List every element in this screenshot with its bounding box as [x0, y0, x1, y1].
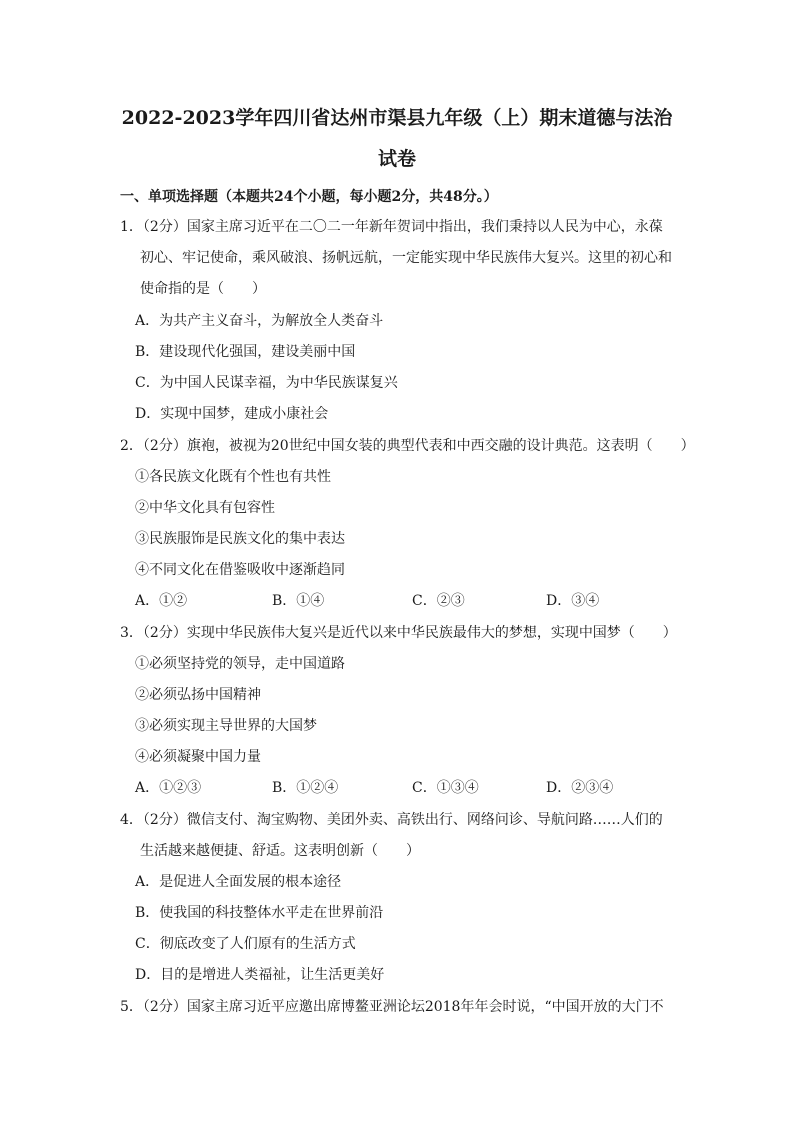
question-1-line-2: 初心、牢记使命，乘风破浪、扬帆远航，一定能实现中华民族伟大复兴。这里的初心和	[140, 250, 672, 266]
question-3-option-a: A．①②③	[135, 780, 202, 796]
question-4-option-c: C．彻底改变了人们原有的生活方式	[135, 936, 356, 952]
question-2-statement-3: ③民族服饰是民族文化的集中表达	[135, 531, 345, 547]
exam-title-line-1: 2022-2023学年四川省达州市渠县九年级（上）期末道德与法治	[121, 107, 673, 129]
question-2-line-1: 2．（2分）旗袍，被视为20世纪中国女装的典型代表和中西交融的设计典范。这表明（ ）	[120, 438, 695, 454]
question-1-option-d: D．实现中国梦，建成小康社会	[135, 406, 329, 422]
question-3-option-c: C．①③④	[412, 780, 479, 796]
question-3-statement-3: ③必须实现主导世界的大国梦	[135, 718, 317, 734]
question-3-statement-1: ①必须坚持党的领导，走中国道路	[135, 656, 345, 672]
question-3-option-d: D．②③④	[546, 780, 614, 796]
question-4-line-2: 生活越来越便捷、舒适。这表明创新（ ）	[140, 843, 420, 859]
question-1-option-a: A．为共产主义奋斗，为解放全人类奋斗	[135, 313, 384, 329]
question-2-statement-4: ④不同文化在借鉴吸收中逐渐趋同	[135, 562, 345, 578]
question-2-statement-1: ①各民族文化既有个性也有共性	[135, 469, 331, 485]
question-3-statement-4: ④必须凝聚中国力量	[135, 749, 261, 765]
question-2-option-c: C．②③	[412, 593, 465, 609]
question-1-line-1: 1．（2分）国家主席习近平在二〇二一年新年贺词中指出，我们秉持以人民为中心，永葆	[120, 219, 663, 235]
question-2-statement-2: ②中华文化具有包容性	[135, 500, 275, 516]
question-1-line-3: 使命指的是（ ）	[140, 281, 266, 297]
question-3-line-1: 3．（2分）实现中华民族伟大复兴是近代以来中华民族最伟大的梦想，实现中国梦（ ）	[120, 625, 677, 641]
section-heading: 一、单项选择题（本题共24个小题，每小题2分，共48分。）	[120, 189, 498, 205]
question-4-option-a: A．是促进人全面发展的根本途径	[135, 874, 342, 890]
question-5-line-1: 5．（2分）国家主席习近平应邀出席博鳌亚洲论坛2018年年会时说，“中国开放的大门不	[120, 999, 664, 1015]
question-4-option-d: D．目的是增进人类福祉，让生活更美好	[135, 967, 385, 983]
question-2-option-a: A．①②	[135, 593, 188, 609]
question-1-option-c: C．为中国人民谋幸福，为中华民族谋复兴	[135, 375, 398, 391]
question-3-option-b: B．①②④	[272, 780, 339, 796]
question-1-option-b: B．建设现代化强国，建设美丽中国	[135, 344, 356, 360]
question-2-option-d: D．③④	[546, 593, 600, 609]
question-3-statement-2: ②必须弘扬中国精神	[135, 687, 261, 703]
question-4-line-1: 4．（2分）微信支付、淘宝购物、美团外卖、高铁出行、网络问诊、导航问路……人们的	[120, 812, 663, 828]
question-4-option-b: B．使我国的科技整体水平走在世界前沿	[135, 905, 384, 921]
question-2-option-b: B．①④	[272, 593, 325, 609]
exam-title-line-2: 试卷	[377, 148, 416, 170]
